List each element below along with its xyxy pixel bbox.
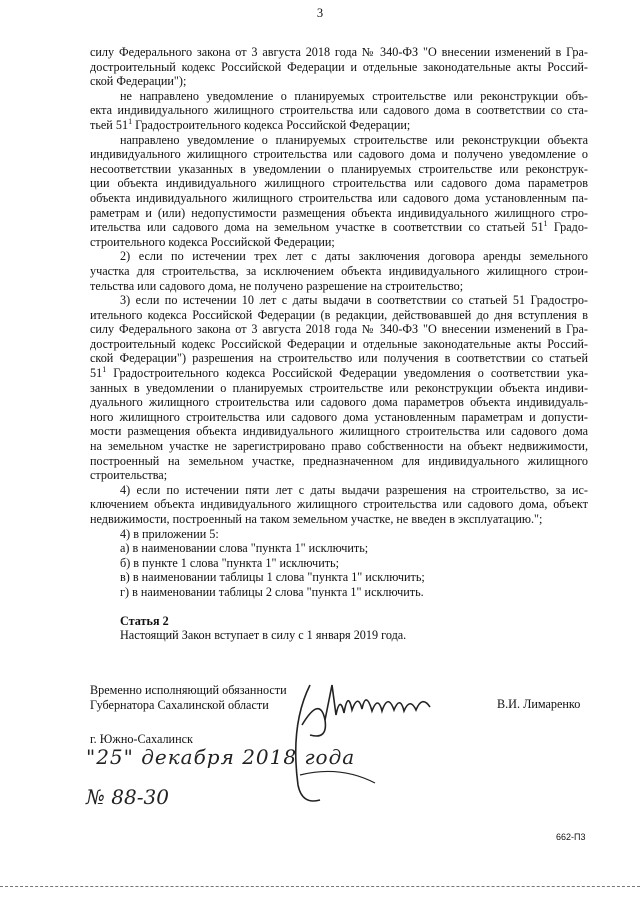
paragraph [90, 570, 588, 585]
text-line: построенный на земельном участке, предназначенном для индивидуального жилищного [90, 453, 588, 468]
text-line: ительства или садового дома на земельном участке в соответствии со статьей $51^1$ Градо- [90, 219, 588, 235]
text-line: тельства или садового дома, не получено разрешение на строительство; [90, 278, 464, 293]
paragraph [90, 133, 588, 250]
text-line: на земельном участке не зарегистрировано право собственности на объект недвижимости, [90, 439, 588, 454]
law-text-body [90, 45, 588, 643]
text-line: индивидуального жилищного строительства или садового дома и получено уведомление о [90, 147, 588, 162]
text-line: ительного кодекса Российской Федерации (в редакции, действовавшей до дня вступления в [90, 307, 588, 322]
text-line: 4) в приложении 5: [120, 526, 219, 541]
text-line: силу Федерального закона от 3 августа 2018 года № 340-ФЗ "О внесении изменений в Гра- [90, 322, 588, 337]
text-line: тьей $51^1$ Градостроительного кодекса Российской Федерации; [90, 116, 411, 132]
paragraph [90, 585, 588, 600]
text-line: занных в уведомлении о планируемых строительстве или реконструкции объекта индиви- [90, 380, 588, 395]
signatory-position-line2: Губернатора Сахалинской области [90, 698, 269, 712]
text-line: г) в наименовании таблицы 2 слова "пункта 1" исключить. [120, 584, 424, 599]
spacer [90, 600, 588, 614]
page-bottom-rule [0, 886, 640, 887]
text-line: не направлено уведомление о планируемых строительстве или реконструкции объ- [120, 88, 588, 103]
text-line: направлено уведомление о планируемых строительстве или реконструкции объекта [120, 132, 588, 147]
handwritten-number: № 88-30 [86, 785, 169, 809]
text-line: екта индивидуального жилищного строительства или садового дома в соответствии со ста- [90, 103, 588, 118]
text-line: в) в наименовании таблицы 1 слова "пункта 1" исключить; [120, 570, 425, 585]
text-line: строительного кодекса Российской Федерации; [90, 234, 335, 249]
text-line: участка для строительства, за исключением объекта индивидуального жилищного строи- [90, 263, 588, 278]
text-line: ного жилищного строительства или садового дома установленным параметрам и допусти- [90, 409, 588, 424]
city: г. Южно-Сахалинск [90, 732, 193, 746]
paragraph [90, 45, 588, 89]
text-line: строительства; [90, 468, 168, 483]
text-line: силу Федерального закона от 3 августа 2018 года № 340-ФЗ "О внесении изменений в Гра- [90, 45, 588, 59]
signatory-position-line1: Временно исполняющий обязанности [90, 683, 287, 697]
text-line: б) в пункте 1 слова "пункта 1" исключить; [120, 555, 339, 570]
paragraph [90, 541, 588, 556]
paragraph [90, 527, 588, 542]
text-line: мости размещения объекта индивидуального жилищного строительства или садового дома [90, 424, 588, 439]
paragraph [90, 249, 588, 293]
text-line: 3) если по истечении 10 лет с даты выдачи в соответствии со статьей 51 Градостро- [120, 293, 588, 308]
paragraph [90, 556, 588, 571]
text-line: $51^1$ Градостроительного кодекса Российской Федерации уведомления о соответствии ука- [90, 365, 588, 381]
signatory-position [90, 683, 287, 713]
text-line: ской Федерации") разрешения на строительство или получения в соответствии со статьей [90, 351, 588, 366]
text-line: раметрам и (или) недопустимости размещения объекта индивидуального жилищного стро- [90, 205, 588, 220]
text-line: 2) если по истечении трех лет с даты заключения договора аренды земельного [120, 249, 588, 264]
paragraph [90, 89, 588, 133]
signatory-name: В.И. Лимаренко [497, 697, 581, 711]
text-line: недвижимости, построенный на таком земельном участке, не введен в эксплуатацию."; [90, 512, 543, 526]
text-line: дуального жилищного строительства или садового дома параметров объекта индивидуаль- [90, 395, 588, 410]
text-line: 4) если по истечении пяти лет с даты выдачи разрешения на строительство, за ис- [120, 482, 588, 497]
text-line: достроительный кодекс Российской Федерации и отдельные законодательные акты Россий- [90, 336, 588, 351]
text-line: несоответствии указанных в уведомлении о планируемых строительстве или реконструк- [90, 161, 588, 176]
text-line: ской Федерации"); [90, 74, 187, 89]
text-line: а) в наименовании слова "пункта 1" исключить; [120, 541, 369, 556]
page-number: 3 [316, 6, 324, 20]
document-code: 662-П3 [556, 832, 586, 842]
paragraph [90, 483, 588, 527]
handwritten-signature [280, 665, 470, 815]
text-line: достроительный кодекс Российской Федерации и отдельные законодательные акты Россий- [90, 59, 588, 74]
article-title: Статья 2 [120, 613, 169, 628]
text-line: ции объекта индивидуального жилищного строительства или садового дома параметров [90, 176, 588, 191]
paragraph [90, 293, 588, 483]
text-line: ключением объекта индивидуального жилищного строительства или садового дома, объект [90, 497, 588, 512]
text-line: объекта индивидуального жилищного строительства или садового дома установленным па- [90, 190, 588, 205]
article-text: Настоящий Закон вступает в силу с 1 января 2019 года. [120, 628, 407, 643]
handwritten-date: "25" декабря 2018 года [86, 745, 356, 769]
